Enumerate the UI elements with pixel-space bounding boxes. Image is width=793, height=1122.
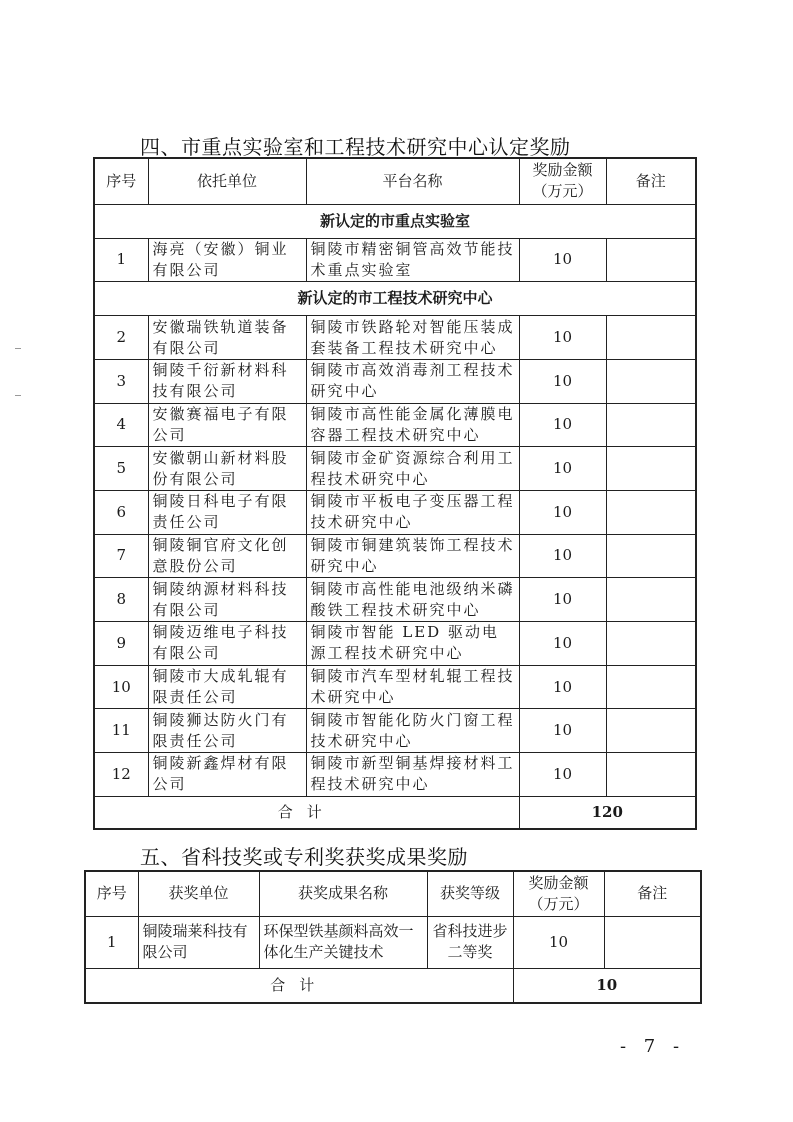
cell-no: 1 <box>85 916 138 968</box>
cell-platform: 铜陵市高性能电池级纳米磷酸铁工程技术研究中心 <box>306 578 519 622</box>
table-row <box>94 447 696 491</box>
total-label: 合计 <box>94 796 519 829</box>
header-platform: 平台名称 <box>306 158 519 204</box>
provincial-award-table <box>84 870 702 1004</box>
binding-mark <box>15 348 21 349</box>
cell-note <box>606 490 696 534</box>
cell-amount: 10 <box>519 447 606 491</box>
cell-no: 6 <box>94 490 148 534</box>
cell-platform: 铜陵市金矿资源综合利用工程技术研究中心 <box>306 447 519 491</box>
cell-amount: 10 <box>519 490 606 534</box>
total-value: 10 <box>513 968 701 1003</box>
cell-no: 9 <box>94 622 148 666</box>
cell-no: 1 <box>94 238 148 282</box>
header-amount: 奖励金额（万元） <box>519 158 606 204</box>
table-row <box>94 622 696 666</box>
header-result: 获奖成果名称 <box>259 871 427 916</box>
cell-amount: 10 <box>519 316 606 360</box>
total-label: 合计 <box>85 968 513 1003</box>
cell-amount: 10 <box>519 665 606 709</box>
header-note: 备注 <box>606 158 696 204</box>
cell-note <box>606 316 696 360</box>
cell-no: 5 <box>94 447 148 491</box>
cell-unit: 铜陵新鑫焊材有限公司 <box>148 753 306 797</box>
cell-amount: 10 <box>513 916 604 968</box>
cell-unit: 铜陵市大成轧辊有限责任公司 <box>148 665 306 709</box>
table-header-row <box>94 158 696 204</box>
cell-unit: 安徽瑞铁轨道装备有限公司 <box>148 316 306 360</box>
header-no: 序号 <box>85 871 138 916</box>
cell-unit: 铜陵迈维电子科技有限公司 <box>148 622 306 666</box>
cell-unit: 海亮（安徽）铜业有限公司 <box>148 238 306 282</box>
group-row <box>94 282 696 316</box>
cell-no: 10 <box>94 665 148 709</box>
cell-platform: 铜陵市铁路轮对智能压装成套装备工程技术研究中心 <box>306 316 519 360</box>
cell-unit: 铜陵铜官府文化创意股份公司 <box>148 534 306 578</box>
cell-platform: 铜陵市精密铜管高效节能技术重点实验室 <box>306 238 519 282</box>
header-level: 获奖等级 <box>427 871 513 916</box>
group-label: 新认定的市重点实验室 <box>94 204 696 238</box>
header-unit: 获奖单位 <box>138 871 259 916</box>
group-row <box>94 204 696 238</box>
table-row <box>94 490 696 534</box>
section5-title: 五、省科技奖或专利奖获奖成果奖励 <box>140 845 468 869</box>
cell-note <box>606 238 696 282</box>
table-header-row <box>85 871 701 916</box>
cell-amount: 10 <box>519 403 606 447</box>
header-amount: 奖励金额（万元） <box>513 871 604 916</box>
cell-note <box>606 665 696 709</box>
cell-no: 11 <box>94 709 148 753</box>
cell-note <box>606 359 696 403</box>
page-number: - 7 - <box>620 1036 686 1057</box>
cell-platform: 铜陵市平板电子变压器工程技术研究中心 <box>306 490 519 534</box>
cell-unit: 铜陵千衍新材料科技有限公司 <box>148 359 306 403</box>
table-row <box>94 316 696 360</box>
table-row <box>94 578 696 622</box>
table-row <box>94 534 696 578</box>
table-row <box>94 709 696 753</box>
cell-unit: 安徽赛福电子有限公司 <box>148 403 306 447</box>
cell-platform: 铜陵市高效消毒剂工程技术研究中心 <box>306 359 519 403</box>
total-row <box>85 968 701 1003</box>
cell-result: 环保型铁基颜料高效一体化生产关键技术 <box>259 916 427 968</box>
cell-amount: 10 <box>519 578 606 622</box>
table-row <box>94 238 696 282</box>
total-value: 120 <box>519 796 696 829</box>
cell-level: 省科技进步二等奖 <box>427 916 513 968</box>
cell-platform: 铜陵市铜建筑装饰工程技术研究中心 <box>306 534 519 578</box>
table-row <box>94 359 696 403</box>
cell-no: 12 <box>94 753 148 797</box>
cell-unit: 安徽朝山新材料股份有限公司 <box>148 447 306 491</box>
group-label: 新认定的市工程技术研究中心 <box>94 282 696 316</box>
cell-note <box>606 403 696 447</box>
cell-amount: 10 <box>519 359 606 403</box>
table-row <box>94 753 696 797</box>
cell-note <box>604 916 701 968</box>
header-note: 备注 <box>604 871 701 916</box>
cell-unit: 铜陵日科电子有限责任公司 <box>148 490 306 534</box>
cell-amount: 10 <box>519 534 606 578</box>
cell-no: 8 <box>94 578 148 622</box>
header-unit: 依托单位 <box>148 158 306 204</box>
total-row <box>94 796 696 829</box>
cell-unit: 铜陵瑞莱科技有限公司 <box>138 916 259 968</box>
table-row <box>94 403 696 447</box>
cell-no: 4 <box>94 403 148 447</box>
table-row <box>85 916 701 968</box>
cell-note <box>606 534 696 578</box>
cell-amount: 10 <box>519 753 606 797</box>
header-no: 序号 <box>94 158 148 204</box>
cell-note <box>606 622 696 666</box>
cell-amount: 10 <box>519 622 606 666</box>
cell-note <box>606 709 696 753</box>
cell-amount: 10 <box>519 709 606 753</box>
cell-unit: 铜陵纳源材料科技有限公司 <box>148 578 306 622</box>
cell-platform: 铜陵市智能 LED 驱动电源工程技术研究中心 <box>306 622 519 666</box>
binding-mark <box>15 395 21 396</box>
cell-amount: 10 <box>519 238 606 282</box>
cell-note <box>606 753 696 797</box>
cell-unit: 铜陵狮达防火门有限责任公司 <box>148 709 306 753</box>
cell-no: 2 <box>94 316 148 360</box>
cell-note <box>606 578 696 622</box>
lab-center-award-table <box>93 157 697 830</box>
cell-platform: 铜陵市高性能金属化薄膜电容器工程技术研究中心 <box>306 403 519 447</box>
section4-title: 四、市重点实验室和工程技术研究中心认定奖励 <box>140 135 571 159</box>
cell-no: 3 <box>94 359 148 403</box>
cell-platform: 铜陵市汽车型材轧辊工程技术研究中心 <box>306 665 519 709</box>
table-row <box>94 665 696 709</box>
cell-platform: 铜陵市新型铜基焊接材料工程技术研究中心 <box>306 753 519 797</box>
cell-platform: 铜陵市智能化防火门窗工程技术研究中心 <box>306 709 519 753</box>
cell-note <box>606 447 696 491</box>
cell-no: 7 <box>94 534 148 578</box>
